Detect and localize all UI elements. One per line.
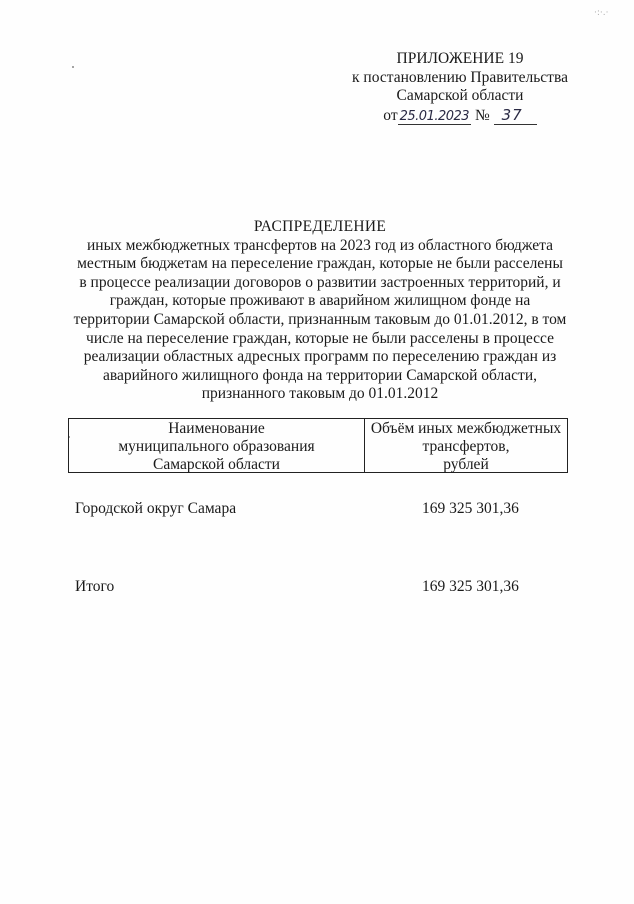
title-line: признанного таковым до 01.01.2012 bbox=[201, 385, 439, 403]
title-line: в процессе реализации договоров о развитии застроенных территорий, и bbox=[79, 273, 561, 291]
handwritten-date: 25.01.2023 bbox=[399, 108, 470, 124]
handwritten-number: 37 bbox=[494, 106, 537, 125]
title-line: территории Самарской области, признанным таковым до 01.01.2012, в том bbox=[73, 310, 567, 328]
appendix-header bbox=[340, 50, 580, 126]
title-line: реализации областных адресных программ по переселению граждан из bbox=[83, 348, 557, 366]
appendix-resolution: к постановлению Правительства bbox=[352, 68, 568, 86]
appendix-title: ПРИЛОЖЕНИЕ 19 bbox=[396, 50, 524, 67]
row-amount: 169 325 301,36 bbox=[422, 500, 519, 517]
date-prefix: от bbox=[383, 106, 398, 124]
distribution-heading: РАСПРЕДЕЛЕНИЕ bbox=[253, 218, 387, 235]
number-prefix: № bbox=[474, 106, 490, 124]
total-amount: 169 325 301,36 bbox=[422, 578, 519, 595]
title-line: аварийного жилищного фонда на территории Самарской области, bbox=[102, 366, 537, 384]
title-line: местным бюджетам на переселение граждан, которые не были расселены bbox=[77, 255, 563, 273]
scan-mark: ·:·.· bbox=[594, 8, 609, 18]
header-text: трансфертов, bbox=[422, 438, 510, 455]
header-text: Самарской области bbox=[153, 456, 280, 473]
row-municipality-name: Городской округ Самара bbox=[75, 500, 237, 517]
total-label: Итого bbox=[75, 578, 115, 595]
header-text: Наименование bbox=[168, 420, 265, 437]
header-text: Объём иных межбюджетных bbox=[370, 420, 562, 437]
appendix-region: Самарской области bbox=[396, 87, 524, 104]
table-header bbox=[68, 418, 568, 473]
appendix-date-line bbox=[340, 106, 580, 127]
header-text: муниципального образования bbox=[118, 438, 315, 455]
distribution-title bbox=[60, 218, 580, 404]
header-text: рублей bbox=[443, 456, 489, 473]
title-line: граждан, которые проживают в аварийном жилищном фонде на bbox=[109, 292, 531, 310]
title-line: числе на переселение граждан, которые не были расселены в процессе bbox=[86, 329, 554, 347]
column-header-amount bbox=[365, 419, 567, 472]
column-header-municipality bbox=[69, 419, 365, 472]
scan-speck bbox=[72, 66, 74, 68]
title-line: иных межбюджетных трансфертов на 2023 год из областного бюджета bbox=[86, 236, 554, 254]
